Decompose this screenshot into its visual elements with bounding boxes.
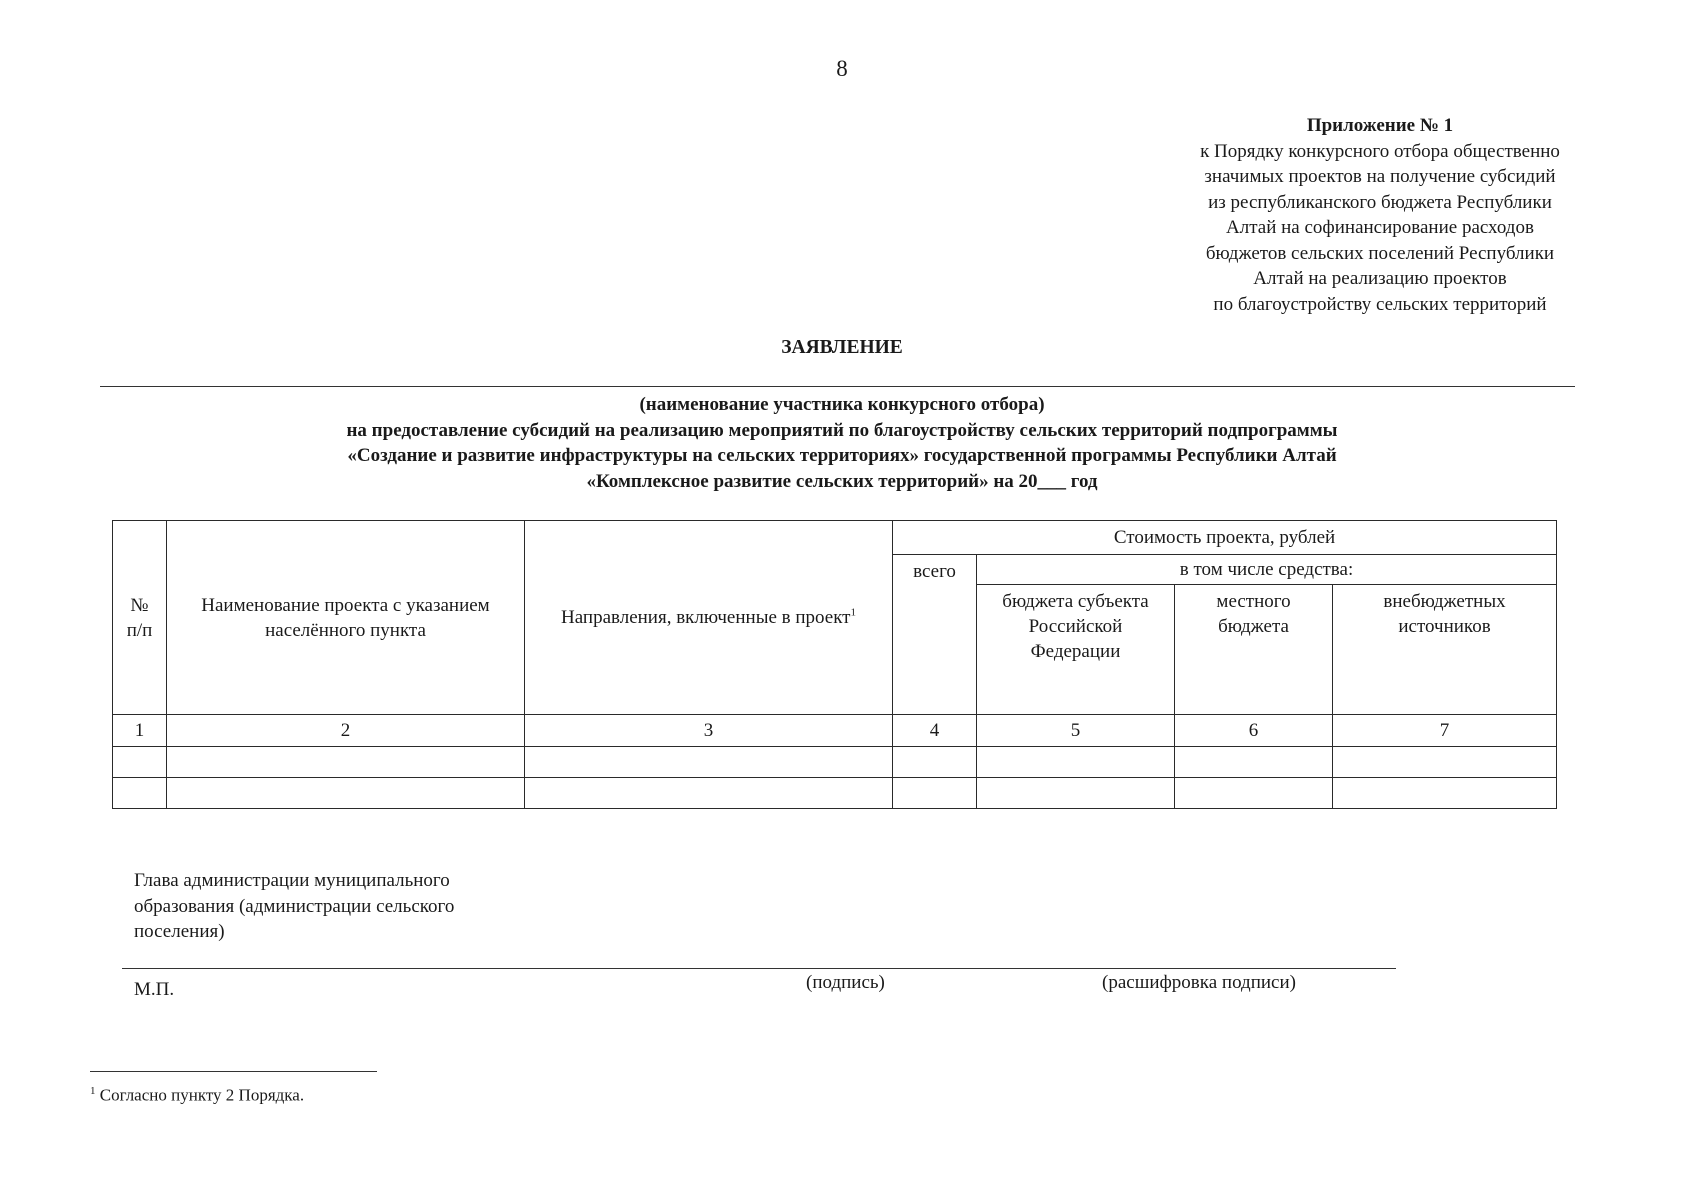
table-cell[interactable] xyxy=(1175,778,1333,809)
header-cell-including: в том числе средства: xyxy=(977,555,1557,585)
header-text: Российской xyxy=(1028,616,1123,637)
document-title: ЗАЯВЛЕНИЕ xyxy=(781,337,903,358)
footnote-text: Согласно пункту 2 Порядка. xyxy=(95,1085,305,1105)
table-cell[interactable] xyxy=(977,747,1175,778)
column-number-cell: 2 xyxy=(167,715,525,747)
column-number-cell: 4 xyxy=(893,715,977,747)
table-cell[interactable] xyxy=(1175,747,1333,778)
header-cell-project-name xyxy=(167,521,525,715)
subtitle-line: «Комплексное развитие сельских территорий» на 20___ год xyxy=(586,470,1098,492)
subtitle-line: «Создание и развитие инфраструктуры на сельских территориях» государственной программы Республики Алтай xyxy=(347,445,1337,466)
head-of-administration xyxy=(134,868,554,945)
table-cell[interactable] xyxy=(977,778,1175,809)
header-cell-number xyxy=(113,521,167,715)
project-cost-table xyxy=(112,520,1557,809)
table-row xyxy=(113,747,1557,778)
column-number-cell: 7 xyxy=(1333,715,1557,747)
table-row xyxy=(113,778,1557,809)
column-number-row xyxy=(113,715,1557,747)
appendix-line: к Порядку конкурсного отбора общественно xyxy=(1200,140,1560,162)
header-text: внебюджетных xyxy=(1383,591,1506,612)
column-number-cell: 1 xyxy=(113,715,167,747)
table-cell[interactable] xyxy=(893,778,977,809)
appendix-block xyxy=(1150,113,1610,317)
footnote xyxy=(90,1085,304,1106)
header-text: Направления, включенные в проект xyxy=(561,607,851,628)
subtitle-line: на предоставление субсидий на реализацию мероприятий по благоустройству сельских территорий подпрограммы xyxy=(346,419,1338,441)
table-cell[interactable] xyxy=(113,778,167,809)
appendix-line: значимых проектов на получение субсидий xyxy=(1204,166,1556,187)
table-cell[interactable] xyxy=(893,747,977,778)
cost-table-wrap xyxy=(112,520,1556,809)
table-cell[interactable] xyxy=(113,747,167,778)
header-text: № xyxy=(130,594,149,616)
participant-name-line xyxy=(100,386,1575,387)
page-number: 8 xyxy=(836,56,848,81)
table-header-row xyxy=(113,521,1557,555)
table-cell[interactable] xyxy=(1333,778,1557,809)
header-text: Федерации xyxy=(1030,641,1121,662)
header-text: п/п xyxy=(126,619,153,641)
header-text: бюджета субъекта xyxy=(1002,591,1149,612)
header-text: Наименование проекта с указанием xyxy=(201,594,490,616)
header-cell-total: всего xyxy=(893,555,977,715)
header-text: местного xyxy=(1216,591,1291,612)
appendix-line: из республиканского бюджета Республики xyxy=(1208,191,1552,213)
appendix-line: Алтай на софинансирование расходов xyxy=(1226,217,1534,238)
head-line: образования (администрации сельского xyxy=(134,895,455,917)
header-cell-offbudget xyxy=(1333,585,1557,715)
header-text: источников xyxy=(1398,616,1491,637)
footnote-marker: 1 xyxy=(850,606,856,619)
head-line: поселения) xyxy=(134,921,225,942)
footnote-marker: 1 xyxy=(90,1085,96,1097)
head-line: Глава администрации муниципального xyxy=(134,870,450,891)
header-cell-local-budget xyxy=(1175,585,1333,715)
appendix-line: бюджетов сельских поселений Республики xyxy=(1205,242,1555,264)
footnote-separator xyxy=(90,1071,377,1072)
appendix-line: Алтай на реализацию проектов xyxy=(1253,268,1507,289)
appendix-line: по благоустройству сельских территорий xyxy=(1213,293,1547,315)
header-cell-cost: Стоимость проекта, рублей xyxy=(893,521,1557,555)
column-number-cell: 3 xyxy=(525,715,893,747)
seal-place-label: М.П. xyxy=(134,979,175,1000)
table-cell[interactable] xyxy=(1333,747,1557,778)
appendix-title: Приложение № 1 xyxy=(1306,115,1454,136)
header-text: населённого пункта xyxy=(265,619,426,641)
application-subtitle xyxy=(0,392,1684,494)
column-number-cell: 5 xyxy=(977,715,1175,747)
participant-caption: (наименование участника конкурсного отбора) xyxy=(639,394,1045,415)
header-cell-subject-budget xyxy=(977,585,1175,715)
table-cell[interactable] xyxy=(167,747,525,778)
table-cell[interactable] xyxy=(167,778,525,809)
table-cell[interactable] xyxy=(525,778,893,809)
signature-line xyxy=(122,968,1396,969)
signature-decode-caption: (расшифровка подписи) xyxy=(1102,972,1296,993)
table-cell[interactable] xyxy=(525,747,893,778)
header-text: бюджета xyxy=(1218,616,1289,637)
header-cell-directions xyxy=(525,521,893,715)
signature-caption: (подпись) xyxy=(806,972,885,993)
column-number-cell: 6 xyxy=(1175,715,1333,747)
